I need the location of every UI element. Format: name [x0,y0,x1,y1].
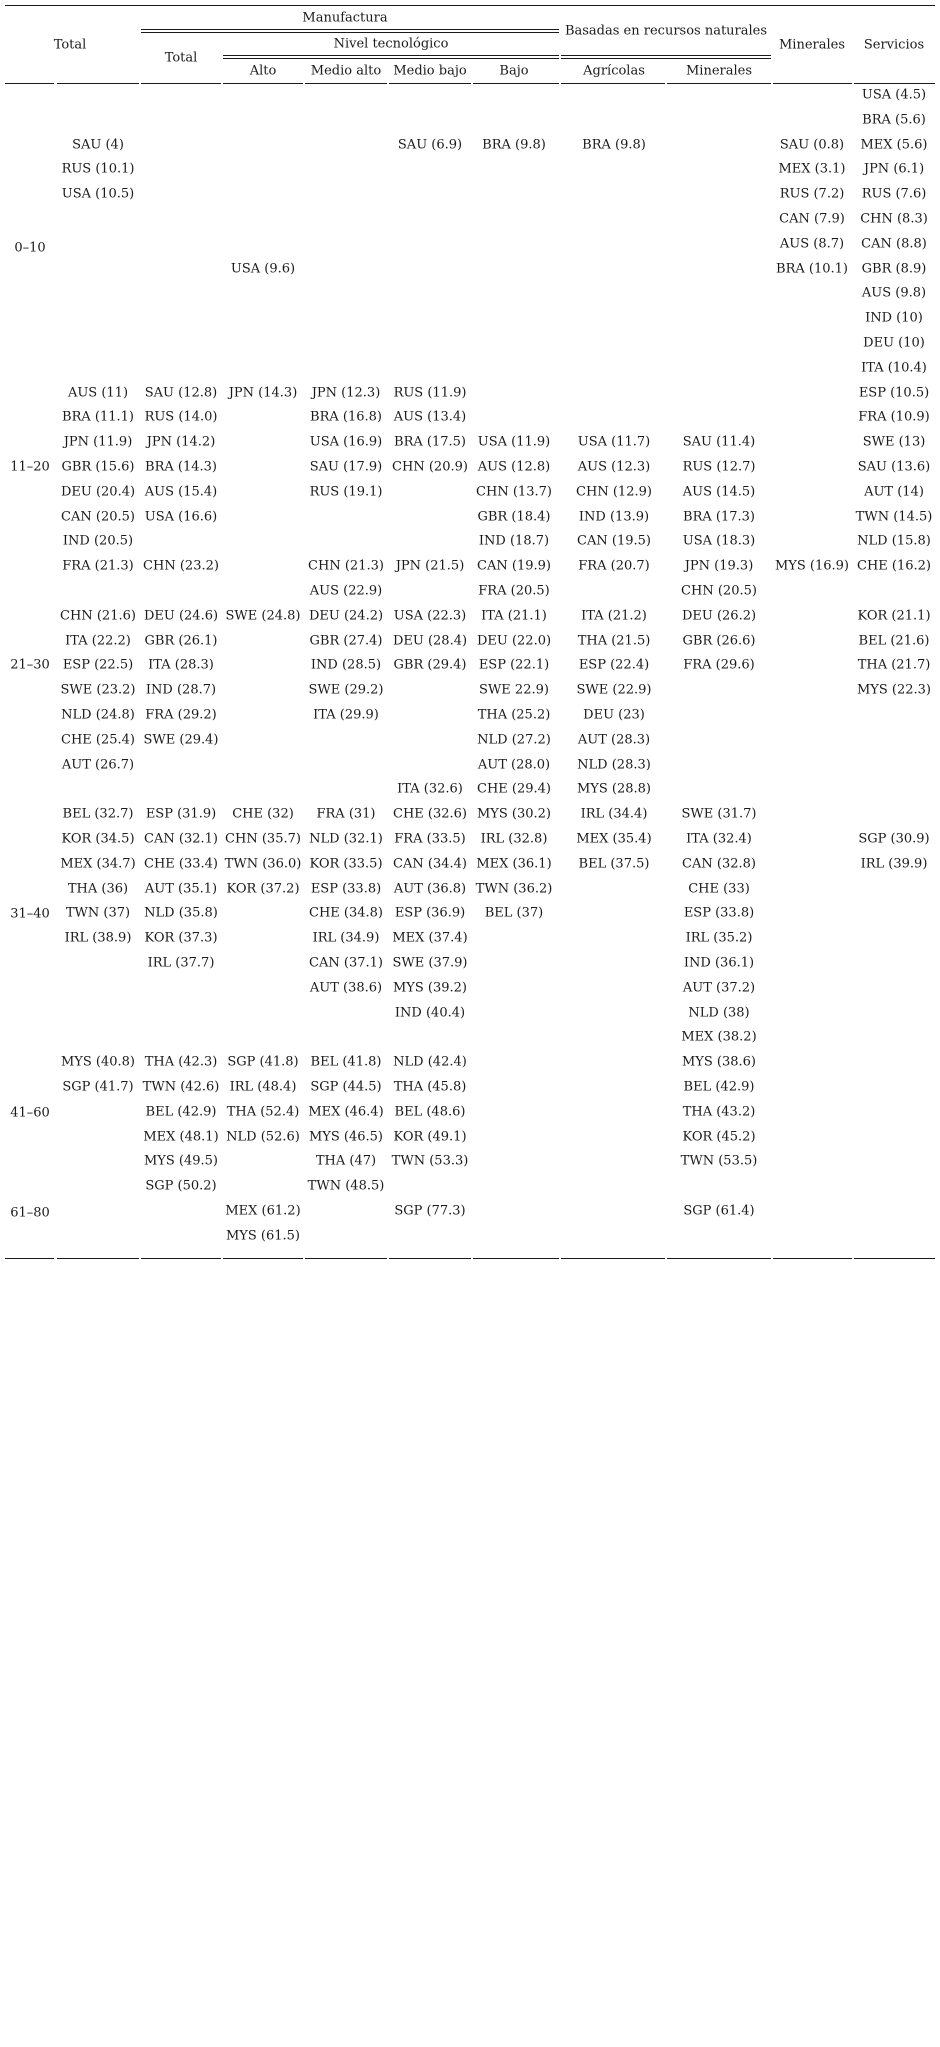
cell-medio-alto: TWN (48.5) [307,1178,385,1194]
cell-servicios: SGP (30.9) [858,831,930,847]
cell-servicios: SWE (13) [862,434,926,450]
cell-alto: MEX (61.2) [225,1203,301,1219]
cell-manufactura-total: TWN (42.6) [142,1079,220,1095]
cell-total: AUT (26.7) [61,757,135,773]
cell-bajo: THA (25.2) [477,707,551,723]
cell-minerales-rrnn: ESP (33.8) [683,905,755,921]
cell-medio-bajo: SGP (77.3) [394,1203,466,1219]
cell-minerales-rrnn: IND (36.1) [683,955,755,971]
cell-manufactura-total: CHE (33.4) [144,856,218,872]
cell-manufactura-total: BEL (42.9) [145,1104,217,1120]
cell-agricolas: USA (11.7) [577,434,651,450]
head-rule-c0 [5,83,54,84]
cell-medio-alto: ESP (33.8) [310,881,382,897]
cell-servicios: AUS (9.8) [861,285,927,301]
cell-total: USA (10.5) [61,186,135,202]
cell-medio-alto: CHE (34.8) [309,905,383,921]
cell-servicios: MYS (22.3) [856,682,932,698]
bottom-rule-c7 [561,1258,665,1259]
cell-minerales-rrnn: IRL (35.2) [685,930,753,946]
cell-bajo: CAN (19.9) [477,558,551,574]
head-rule-c8 [667,83,771,84]
cell-medio-bajo: RUS (11.9) [393,385,467,401]
range-label: 0–10 [14,240,46,256]
cell-manufactura-total: BRA (14.3) [145,459,217,475]
cell-agricolas: BEL (37.5) [578,856,650,872]
cell-total: AUS (11) [67,385,129,401]
cell-medio-alto: SWE (29.2) [308,682,384,698]
cell-servicios: ESP (10.5) [858,385,930,401]
header-medio-alto: Medio alto [310,63,382,79]
cell-total: CHE (25.4) [61,732,135,748]
cell-minerales-rrnn: USA (18.3) [682,533,756,549]
cell-medio-alto: ITA (29.9) [313,707,379,723]
cell-medio-bajo: MEX (37.4) [392,930,468,946]
cell-agricolas: ITA (21.2) [581,608,647,624]
cell-medio-alto: FRA (31) [316,806,376,822]
cell-medio-alto: THA (47) [315,1153,377,1169]
cell-manufactura-total: ESP (31.9) [145,806,217,822]
cell-medio-alto: KOR (33.5) [309,856,383,872]
bottom-rule-c3 [223,1258,303,1259]
header-servicios: Servicios [863,37,925,53]
cell-manufactura-total: SGP (50.2) [145,1178,217,1194]
cell-total: MEX (34.7) [60,856,136,872]
cell-minerales-rrnn: FRA (29.6) [683,657,755,673]
cell-bajo: NLD (27.2) [477,732,551,748]
head-rule-c4 [305,83,387,84]
cell-bajo: BRA (9.8) [482,137,546,153]
range-label: 61–80 [10,1205,50,1221]
cell-manufactura-total: IRL (37.7) [147,955,215,971]
cell-alto: USA (9.6) [230,261,296,277]
cell-medio-bajo: NLD (42.4) [393,1054,467,1070]
cell-minerales-rrnn: SAU (11.4) [682,434,756,450]
cell-agricolas: CHN (12.9) [576,484,652,500]
head-rule-c10 [854,83,935,84]
cell-minerales-rrnn: JPN (19.3) [684,558,754,574]
cell-medio-alto: DEU (24.2) [308,608,384,624]
cell-manufactura-total: FRA (29.2) [145,707,217,723]
cell-total: DEU (20.4) [60,484,136,500]
cell-medio-alto: MEX (46.4) [308,1104,384,1120]
cell-minerales-rrnn: NLD (38) [688,1005,750,1021]
header-minerales-rrnn: Minerales [685,63,753,79]
cell-medio-bajo: CHN (20.9) [392,459,468,475]
cell-minerales: MEX (3.1) [778,161,846,177]
ranking-table [5,5,935,1263]
cell-servicios: IRL (39.9) [860,856,928,872]
cell-agricolas: DEU (23) [583,707,645,723]
manufactura-rule-2 [141,32,559,33]
cell-minerales-rrnn: SGP (61.4) [683,1203,755,1219]
cell-alto: MYS (61.5) [225,1228,301,1244]
cell-bajo: ESP (22.1) [478,657,550,673]
header-manufactura: Manufactura [302,10,388,26]
cell-bajo: SWE 22.9) [479,682,549,698]
cell-minerales: MYS (16.9) [774,558,850,574]
bottom-rule-c2 [141,1258,221,1259]
cell-minerales-rrnn: AUS (14.5) [682,484,756,500]
cell-manufactura-total: AUT (35.1) [144,881,218,897]
cell-manufactura-total: MYS (49.5) [143,1153,219,1169]
cell-medio-alto: CHN (21.3) [308,558,384,574]
cell-medio-alto: RUS (19.1) [309,484,383,500]
cell-medio-bajo: BEL (48.6) [394,1104,466,1120]
bottom-rule-c4 [305,1258,387,1259]
cell-medio-bajo: CAN (34.4) [393,856,467,872]
cell-agricolas: BRA (9.8) [582,137,646,153]
cell-agricolas: IRL (34.4) [580,806,648,822]
cell-minerales-rrnn: DEU (26.2) [681,608,757,624]
cell-alto: KOR (37.2) [226,881,300,897]
head-rule-c2 [141,83,221,84]
cell-medio-bajo: USA (22.3) [393,608,467,624]
cell-bajo: GBR (18.4) [477,509,551,525]
cell-servicios: AUT (14) [864,484,924,500]
cell-medio-bajo: SAU (6.9) [397,137,463,153]
cell-servicios: FRA (10.9) [858,409,930,425]
cell-medio-alto: BRA (16.8) [310,409,382,425]
cell-minerales-rrnn: BEL (42.9) [683,1079,755,1095]
cell-total: GBR (15.6) [61,459,135,475]
cell-servicios: THA (21.7) [857,657,931,673]
cell-minerales-rrnn: CAN (32.8) [682,856,756,872]
cell-agricolas: MYS (28.8) [576,781,652,797]
cell-servicios: ITA (10.4) [861,360,927,376]
cell-medio-bajo: TWN (53.3) [391,1153,469,1169]
cell-total: CAN (20.5) [61,509,135,525]
cell-total: CHN (21.6) [60,608,136,624]
cell-total: NLD (24.8) [61,707,135,723]
cell-medio-alto: IRL (34.9) [312,930,380,946]
cell-medio-bajo: SWE (37.9) [392,955,468,971]
bottom-rule-c5 [389,1258,471,1259]
cell-minerales-rrnn: MYS (38.6) [681,1054,757,1070]
bottom-rule-c1 [57,1258,139,1259]
cell-minerales-rrnn: TWN (53.5) [680,1153,758,1169]
cell-servicios: JPN (6.1) [863,161,925,177]
cell-bajo: CHN (13.7) [476,484,552,500]
manufactura-rule-1 [141,29,559,30]
cell-medio-bajo: MYS (39.2) [392,980,468,996]
cell-manufactura-total: ITA (28.3) [148,657,214,673]
header-bajo: Bajo [499,63,529,79]
cell-medio-bajo: CHE (32.6) [393,806,467,822]
nivel-rule-1 [223,55,559,56]
cell-medio-alto: IND (28.5) [310,657,382,673]
cell-total: IND (20.5) [62,533,134,549]
cell-servicios: IND (10) [865,310,923,326]
bottom-rule-c6 [473,1258,559,1259]
cell-minerales-rrnn: CHE (33) [688,881,750,897]
cell-alto: SGP (41.8) [227,1054,299,1070]
cell-manufactura-total: CHN (23.2) [143,558,219,574]
cell-manufactura-total: CAN (32.1) [144,831,218,847]
cell-bajo: AUS (12.8) [477,459,551,475]
cell-bajo: ITA (21.1) [481,608,547,624]
cell-total: JPN (11.9) [63,434,133,450]
cell-bajo: IRL (32.8) [480,831,548,847]
cell-medio-bajo: AUS (13.4) [393,409,467,425]
head-rule-c1 [57,83,139,84]
head-rule-c5 [389,83,471,84]
cell-agricolas: THA (21.5) [577,633,651,649]
head-rule-c7 [561,83,665,84]
cell-total: THA (36) [67,881,129,897]
cell-manufactura-total: DEU (24.6) [143,608,219,624]
cell-bajo: MEX (36.1) [476,856,552,872]
cell-servicios: CAN (8.8) [861,236,927,252]
header-total: Total [53,37,87,53]
cell-servicios: BRA (5.6) [862,112,926,128]
range-label: 21–30 [10,657,50,673]
nivel-rule-2 [223,58,559,59]
cell-minerales-rrnn: THA (43.2) [682,1104,756,1120]
cell-total: KOR (34.5) [61,831,135,847]
cell-minerales-rrnn: KOR (45.2) [682,1129,756,1145]
bottom-rule-c0 [5,1258,54,1259]
cell-medio-alto: GBR (27.4) [309,633,383,649]
cell-servicios: BEL (21.6) [858,633,930,649]
cell-servicios: CHN (8.3) [860,211,928,227]
cell-medio-bajo: AUT (36.8) [393,881,467,897]
cell-bajo: IND (18.7) [478,533,550,549]
header-minerales: Minerales [778,37,846,53]
cell-agricolas: SWE (22.9) [576,682,652,698]
cell-medio-bajo: JPN (21.5) [395,558,465,574]
cell-medio-bajo: BRA (17.5) [394,434,466,450]
cell-alto: SWE (24.8) [225,608,301,624]
cell-minerales-rrnn: ITA (32.4) [686,831,752,847]
cell-agricolas: ESP (22.4) [578,657,650,673]
cell-total: SAU (4) [72,137,124,153]
head-rule-c6 [473,83,559,84]
cell-servicios: MEX (5.6) [860,137,928,153]
cell-manufactura-total: SWE (29.4) [143,732,219,748]
cell-total: MYS (40.8) [60,1054,136,1070]
cell-total: SGP (41.7) [62,1079,134,1095]
cell-medio-alto: NLD (32.1) [309,831,383,847]
cell-minerales: RUS (7.2) [779,186,845,202]
bottom-rule-c8 [667,1258,771,1259]
cell-medio-alto: AUT (38.6) [309,980,383,996]
header-medio-bajo: Medio bajo [393,63,467,79]
cell-agricolas: CAN (19.5) [577,533,651,549]
cell-minerales: CAN (7.9) [779,211,845,227]
cell-minerales-rrnn: SWE (31.7) [681,806,757,822]
cell-bajo: DEU (22.0) [476,633,552,649]
cell-manufactura-total: JPN (14.2) [146,434,216,450]
cell-minerales-rrnn: MEX (38.2) [681,1029,757,1045]
cell-minerales-rrnn: GBR (26.6) [682,633,756,649]
cell-total: SWE (23.2) [60,682,136,698]
head-rule-c3 [223,83,303,84]
header-alto: Alto [249,63,277,79]
cell-manufactura-total: NLD (35.8) [144,905,218,921]
cell-medio-bajo: FRA (33.5) [394,831,466,847]
cell-manufactura-total: RUS (14.0) [144,409,218,425]
cell-medio-alto: JPN (12.3) [311,385,381,401]
cell-bajo: BEL (37) [484,905,544,921]
cell-alto: THA (52.4) [226,1104,300,1120]
cell-agricolas: AUS (12.3) [577,459,651,475]
cell-medio-alto: MYS (46.5) [308,1129,384,1145]
cell-servicios: CHE (16.2) [857,558,931,574]
cell-agricolas: NLD (28.3) [577,757,651,773]
rrnn-rule-1 [561,55,771,56]
header-nivel-tecnologico: Nivel tecnológico [333,36,449,52]
cell-total: IRL (38.9) [64,930,132,946]
cell-manufactura-total: GBR (26.1) [144,633,218,649]
cell-servicios: DEU (10) [863,335,925,351]
cell-medio-bajo: ESP (36.9) [394,905,466,921]
cell-bajo: MYS (30.2) [476,806,552,822]
cell-alto: CHE (32) [232,806,294,822]
cell-servicios: RUS (7.6) [861,186,927,202]
cell-servicios: USA (4.5) [861,87,927,103]
bottom-rule-c10 [854,1258,935,1259]
cell-alto: TWN (36.0) [224,856,302,872]
cell-total: BEL (32.7) [62,806,134,822]
cell-minerales-rrnn: BRA (17.3) [683,509,755,525]
cell-medio-bajo: THA (45.8) [393,1079,467,1095]
cell-servicios: NLD (15.8) [857,533,931,549]
cell-minerales: AUS (8.7) [779,236,845,252]
cell-agricolas: AUT (28.3) [577,732,651,748]
range-label: 11–20 [10,459,50,475]
cell-bajo: CHE (29.4) [477,781,551,797]
range-label: 31–40 [10,906,50,922]
cell-medio-alto: AUS (22.9) [309,583,383,599]
cell-medio-bajo: KOR (49.1) [393,1129,467,1145]
cell-bajo: USA (11.9) [477,434,551,450]
cell-minerales-rrnn: AUT (37.2) [682,980,756,996]
cell-total: FRA (21.3) [62,558,134,574]
cell-servicios: SAU (13.6) [857,459,931,475]
cell-medio-alto: CAN (37.1) [309,955,383,971]
cell-alto: CHN (35.7) [225,831,301,847]
cell-medio-bajo: IND (40.4) [394,1005,466,1021]
header-manufactura-total: Total [164,50,198,66]
cell-bajo: FRA (20.5) [478,583,550,599]
cell-alto: NLD (52.6) [226,1129,300,1145]
cell-medio-alto: BEL (41.8) [310,1054,382,1070]
cell-agricolas: FRA (20.7) [578,558,650,574]
cell-medio-bajo: DEU (28.4) [392,633,468,649]
cell-servicios: GBR (8.9) [861,261,927,277]
cell-medio-alto: SAU (17.9) [309,459,383,475]
cell-alto: JPN (14.3) [228,385,298,401]
cell-manufactura-total: USA (16.6) [144,509,218,525]
cell-total: RUS (10.1) [61,161,135,177]
cell-total: BRA (11.1) [62,409,134,425]
rrnn-rule-2 [561,58,771,59]
cell-agricolas: IND (13.9) [578,509,650,525]
cell-total: ITA (22.2) [65,633,131,649]
header-agricolas: Agrícolas [583,63,645,79]
head-rule-c9 [773,83,852,84]
cell-manufactura-total: IND (28.7) [145,682,217,698]
range-label: 41–60 [10,1105,50,1121]
cell-manufactura-total: SAU (12.8) [144,385,218,401]
cell-medio-bajo: GBR (29.4) [393,657,467,673]
cell-medio-alto: USA (16.9) [309,434,383,450]
cell-bajo: AUT (28.0) [477,757,551,773]
cell-medio-bajo: ITA (32.6) [397,781,463,797]
cell-bajo: TWN (36.2) [475,881,553,897]
top-rule [5,5,935,6]
cell-manufactura-total: MEX (48.1) [143,1129,219,1145]
cell-manufactura-total: AUS (15.4) [144,484,218,500]
cell-minerales-rrnn: RUS (12.7) [682,459,756,475]
cell-total: ESP (22.5) [62,657,134,673]
cell-medio-alto: SGP (44.5) [310,1079,382,1095]
cell-manufactura-total: KOR (37.3) [144,930,218,946]
bottom-rule-c9 [773,1258,852,1259]
header-basadas-rrnn: Basadas en recursos naturales [564,23,768,39]
cell-agricolas: MEX (35.4) [576,831,652,847]
cell-minerales-rrnn: CHN (20.5) [681,583,757,599]
cell-total: TWN (37) [65,905,131,921]
cell-servicios: KOR (21.1) [857,608,931,624]
cell-alto: IRL (48.4) [229,1079,297,1095]
cell-manufactura-total: THA (42.3) [144,1054,218,1070]
cell-minerales: SAU (0.8) [779,137,845,153]
cell-servicios: TWN (14.5) [855,509,933,525]
cell-minerales: BRA (10.1) [776,261,848,277]
